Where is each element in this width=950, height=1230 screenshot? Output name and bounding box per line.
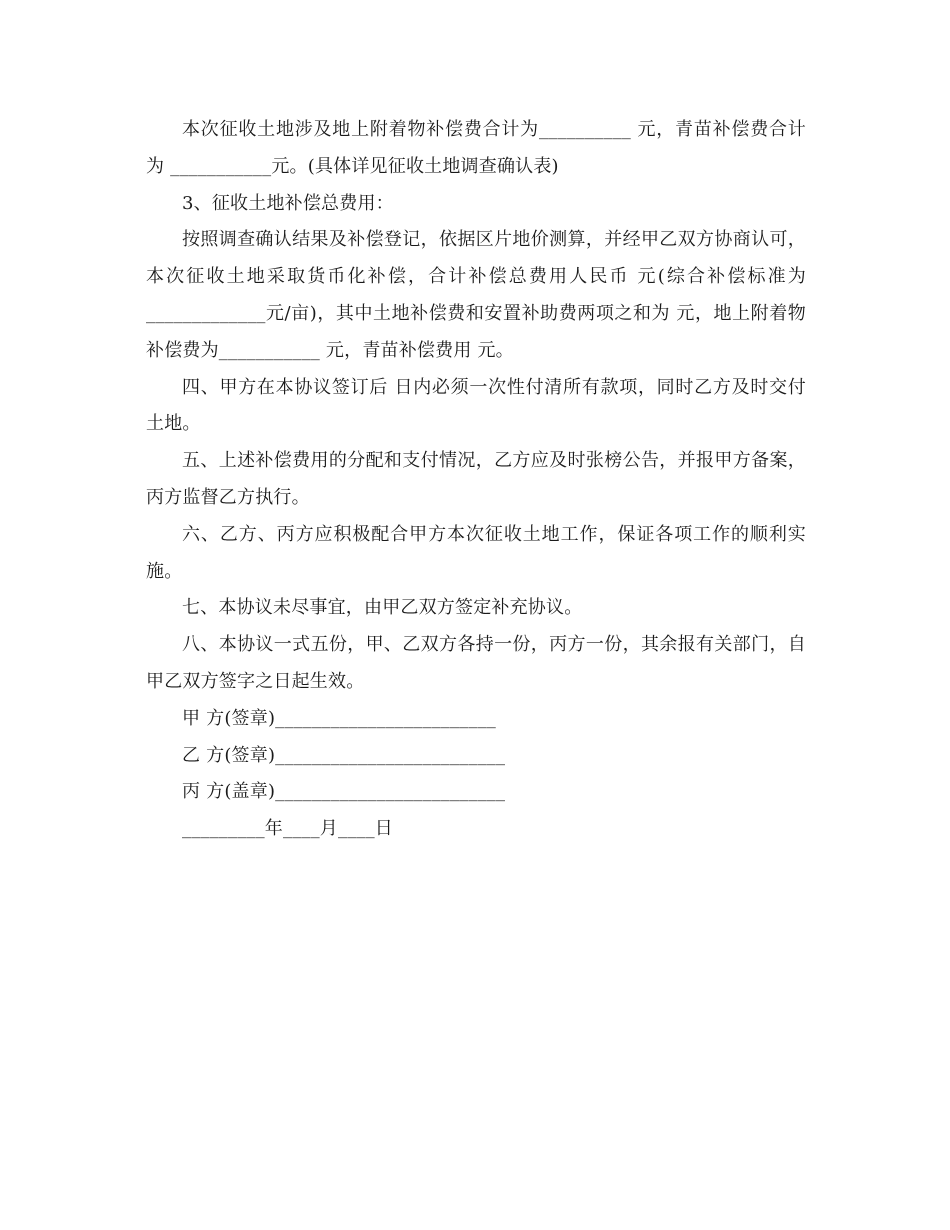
signature-party-b: 乙 方(签章)_________________________ [182, 744, 506, 766]
signature-party-c: 丙 方(盖章)_________________________ [182, 781, 506, 803]
signature-party-a: 甲 方(签章)________________________ [182, 707, 496, 729]
paragraph-clause-five: 五、上述补偿费用的分配和支付情况，乙方应及时张榜公告，并报甲方备案，丙方监督乙方执行。 [146, 450, 806, 508]
paragraph-clause-six: 六、乙方、丙方应积极配合甲方本次征收土地工作，保证各项工作的顺利实施。 [146, 523, 806, 582]
paragraph-clause-eight: 八、本协议一式五份，甲、乙双方各持一份，丙方一份，其余报有关部门，自甲乙双方签字之日起生效。 [146, 634, 806, 692]
paragraph-clause-seven: 七、本协议未尽事宜，由甲乙双方签定补充协议。 [182, 597, 583, 619]
paragraph-attachment-compensation: 本次征收土地涉及地上附着物补偿费合计为__________ 元，青苗补偿费合计为 ___________元。(具体详见征收土地调查确认表) [146, 119, 806, 177]
signature-date: _________年____月____日 [182, 818, 393, 840]
paragraph-total-cost-heading: 3、征收土地补偿总费用： [182, 192, 394, 214]
paragraph-total-cost-detail: 按照调查确认结果及补偿登记，依据区片地价测算，并经甲乙双方协商认可，本次征收土地采取货币化补偿，合计补偿总费用人民币 元(综合补偿标准为 _____________元/亩)，其中土地补偿费和安置补助费两项之和为 元，地上附着物补偿费为___________ 元，青苗补偿费用 元。 [146, 229, 806, 361]
agreement-page [146, 112, 806, 848]
paragraph-clause-four: 四、甲方在本协议签订后 日内必须一次性付清所有款项，同时乙方及时交付土地。 [146, 376, 806, 435]
